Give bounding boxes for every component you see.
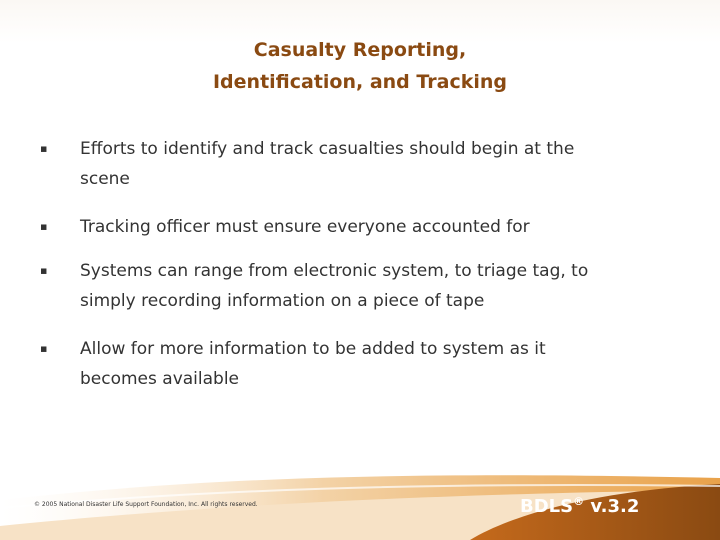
bullet-text-line-2: simply recording information on a piece of tape [80,291,485,311]
brand-label [520,495,639,517]
slide-title-line-2: Identification, and Tracking [212,71,508,93]
bullet-marker: ▪ [40,342,48,355]
bullet-marker: ▪ [40,142,48,155]
brand-version: v.3.2 [584,496,640,517]
slide-title-line-1: Casualty Reporting, [253,39,467,61]
bullet-text-line-1: Systems can range from electronic system, to triage tag, to [80,261,589,281]
bullet-marker: ▪ [40,220,48,233]
bullet-text-line-1: Tracking officer must ensure everyone accounted for [80,217,530,237]
slide-title [60,34,660,98]
bullet-marker: ▪ [40,264,48,277]
brand-registered-mark: ® [573,495,585,508]
bullet-text-line-1: Allow for more information to be added to system as it [80,339,546,359]
bullet-text-line-2: scene [80,169,130,189]
bullet-text-line-1: Efforts to identify and track casualties should begin at the [80,139,575,159]
bullet-text [80,256,670,316]
brand-name: BDLS [520,496,574,517]
bullet-text [80,334,670,394]
bullet-text [80,212,670,242]
bullet-text [80,134,670,194]
bullet-text-line-2: becomes available [80,369,240,389]
copyright-text: © 2005 National Disaster Life Support Foundation, Inc. All rights reserved. [34,501,258,508]
